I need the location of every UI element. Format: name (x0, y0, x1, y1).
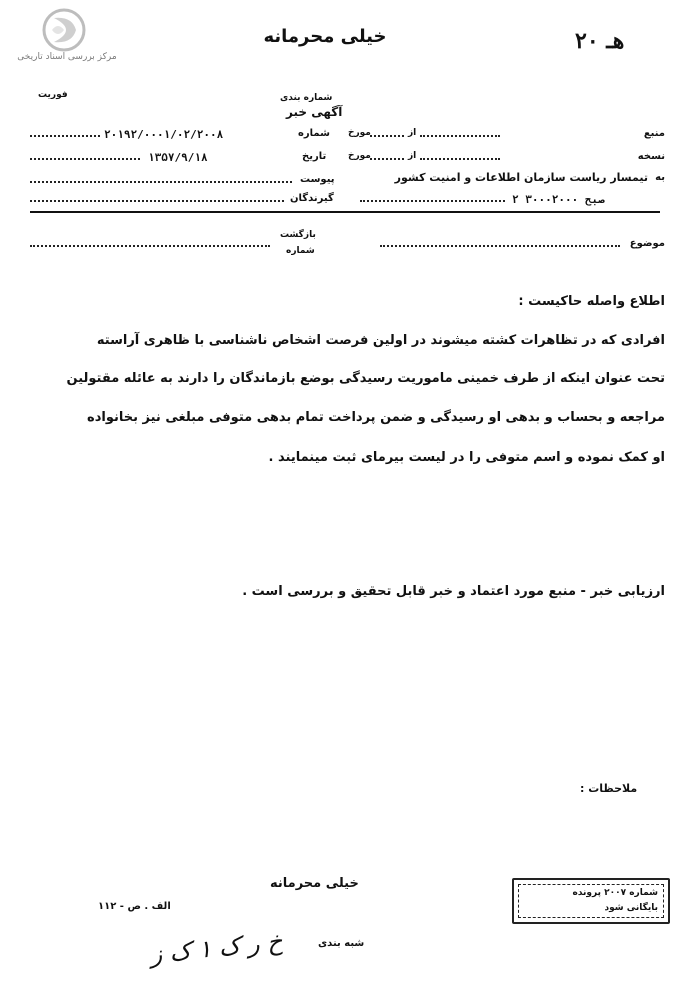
dotted-line (420, 135, 500, 137)
urgency-label: فوریت (38, 90, 68, 100)
seal-line: شماره ۲۰۰۷ پرونده (572, 888, 658, 898)
reply-label: بازگشت (280, 230, 316, 240)
handwritten-signature: خ ر ک ۱ ک ز (148, 927, 284, 969)
header-divider (30, 211, 660, 213)
body-line: او کمک نموده و اسم متوفی را در لیست بیرمای ثبت مینمایند . (268, 450, 665, 465)
attachment-label: پیوست (300, 174, 335, 185)
dotted-line (30, 135, 100, 137)
seal-line: بایگانی شود (604, 903, 658, 913)
source-label: منبع (643, 128, 665, 139)
remarks-label: ملاحظات : (580, 782, 638, 795)
category-label: شماره بندی (280, 93, 333, 103)
archive-emblem-icon (42, 8, 86, 52)
dotted-line (30, 200, 284, 202)
reference-code: ۲ صبح ۳۰۰۰۲۰۰۰ (512, 193, 605, 206)
office-code: ۱۱۲ - الف . ص (98, 901, 171, 912)
archive-logo (8, 8, 126, 66)
dotted-line (370, 158, 404, 160)
recipient: تیمسار ریاست سازمان اطلاعات و امنیت کشور (394, 171, 648, 184)
dotted-line (380, 245, 620, 247)
to-label: به (655, 172, 665, 183)
evaluation-text: ارزیابی خبر - منبع مورد اعتماد و خبر قابل تحقیق و بررسی است . (242, 584, 665, 599)
dotted-line (420, 158, 500, 160)
number-value: ۲۰۱۹۲/۰۰۰۱/۰۲/۲۰۰۸ (104, 128, 224, 141)
from-label: از (408, 128, 417, 138)
dotted-line (30, 245, 270, 247)
dotted-line (370, 135, 404, 137)
dotted-line (360, 200, 505, 202)
archive-logo-text: مرکز بررسی اسناد تاریخی (17, 52, 117, 62)
dotted-line (30, 158, 140, 160)
classification-stamp: خیلی محرمانه (270, 876, 359, 891)
handwritten-document-number: ۲۰ هـ (575, 28, 625, 54)
dotted-line (30, 181, 292, 183)
dated-label: تاریخ (302, 151, 327, 162)
number-label: شماره (298, 128, 330, 139)
copy-label: نسخه (637, 151, 665, 162)
date-label: مورخ (348, 128, 371, 138)
body-line: افرادی که در تظاهرات کشته میشوند در اولین فرصت اشخاص ناشناسی با ظاهری آراسته (96, 333, 665, 348)
receivers-label: گیرندگان (290, 193, 334, 204)
body-line: تحت عنوان اینکه از طرف خمینی ماموریت رسیدگی بوضع بازماندگان را دارند به عائله مقتولین (66, 371, 665, 386)
salutation: اطلاع واصله حاکیست : (518, 294, 665, 309)
from-label: از (408, 151, 417, 161)
reply-number-label: شماره (286, 246, 315, 256)
category-bottom-label: شبه بندی (318, 938, 365, 949)
subject-label: موضوع (629, 238, 665, 249)
classification-title: خیلی محرمانه (263, 26, 387, 47)
date-label: مورخ (348, 151, 371, 161)
date-value: ۱۳۵۷/۹/۱۸ (148, 151, 208, 164)
body-line: مراجعه و بحساب و بدهی او رسیدگی و ضمن پرداخت تمام بدهی متوفی مبلغی نیز بخانواده (87, 410, 665, 425)
category-value: آگهی خبر (286, 105, 343, 119)
